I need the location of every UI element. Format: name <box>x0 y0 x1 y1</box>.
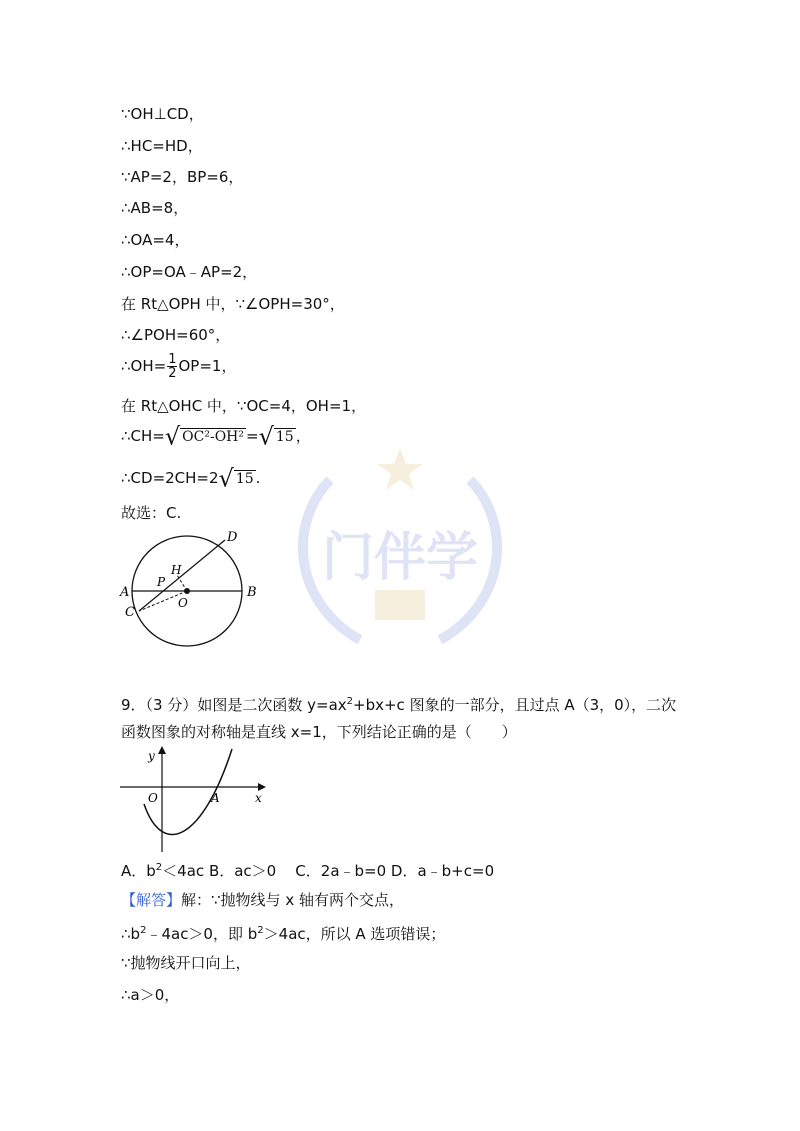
label-y: y <box>148 749 155 763</box>
fraction-denominator: 2 <box>168 366 177 381</box>
parabola-graph <box>118 744 268 854</box>
question-text-b: +bx+c 图象的一部分，且过点 A（3，0），二次 <box>353 696 677 714</box>
question-9-line-2: 函数图象的对称轴是直线 x=1，下列结论正确的是（ ） <box>121 723 517 741</box>
sqrt-icon: √ <box>258 422 274 451</box>
question-9-line-1 <box>121 692 676 715</box>
solution-line-8: ∴∠POH=60°， <box>121 326 231 344</box>
label-origin: O <box>148 791 158 805</box>
oh-formula-line <box>121 353 236 380</box>
solution-line-3: ∵AP=2，BP=6， <box>121 168 244 186</box>
sqrt-icon: √ <box>218 464 234 493</box>
y-axis-arrow-icon <box>158 746 166 754</box>
circle-diagram <box>115 525 275 655</box>
ohc-line: 在 Rt△OHC 中，∵OC=4，OH=1， <box>121 397 367 415</box>
ch-result: 15 <box>275 429 294 445</box>
answer-choice-line: 故选：C. <box>121 504 182 522</box>
solution-line-7: 在 Rt△OPH 中，∵∠OPH=30°， <box>121 295 345 313</box>
label-p: P <box>157 575 166 589</box>
cd-suffix: . <box>255 469 261 487</box>
label-point-a: A <box>211 791 220 805</box>
option-a[interactable]: A．$b^2<4ac$ <box>121 862 205 880</box>
watermark-star-icon <box>377 448 423 490</box>
option-b[interactable]: B．ac＞0 <box>208 862 277 880</box>
answer-text: 解：∵抛物线与 x 轴有两个交点， <box>181 891 404 909</box>
sqrt-cd <box>218 464 256 493</box>
ch-radicand: OC²-OH² <box>182 429 245 445</box>
oh-prefix: ∴OH= <box>121 357 167 375</box>
label-o: O <box>178 596 188 610</box>
sqrt-result <box>258 422 296 451</box>
answer-line-4: ∴a＞0， <box>121 986 180 1004</box>
watermark-logo <box>270 440 530 670</box>
answer-line-2: $\therefore b^2﹣4ac>0$，即 $b^2>4ac$，所以 A 选项错误； <box>121 925 446 943</box>
label-a: A <box>120 585 130 600</box>
solution-line-2: ∴HC=HD， <box>121 137 203 155</box>
question-sup: 2 <box>346 696 354 707</box>
ch-prefix: ∴CH= <box>121 427 165 445</box>
sqrt-icon: √ <box>164 422 181 451</box>
options-line <box>121 858 494 881</box>
cd-prefix: ∴CD=2CH=2 <box>121 469 219 487</box>
label-b: B <box>247 585 257 600</box>
ch-suffix: ， <box>295 427 311 445</box>
option-c[interactable]: C．2a﹣b=0 <box>295 862 387 880</box>
fraction-numerator: 1 <box>168 352 177 367</box>
ch-formula-line <box>121 422 311 451</box>
solution-line-4: ∴AB=8， <box>121 199 189 217</box>
center-point-o <box>184 588 190 594</box>
ch-mid: = <box>246 427 259 445</box>
question-text-a: 9．（3 分）如图是二次函数 y=ax <box>121 696 347 714</box>
answer-tag: 【解答】 <box>121 891 182 909</box>
option-d[interactable]: D．a﹣b+c=0 <box>390 862 495 880</box>
label-h: H <box>171 563 182 577</box>
solution-line-5: ∴OA=4， <box>121 231 190 249</box>
cd-formula-line <box>121 464 261 493</box>
label-c: C <box>125 605 135 620</box>
x-axis-arrow-icon <box>258 783 266 791</box>
cd-radicand: 15 <box>235 471 254 487</box>
fraction-half <box>167 353 177 380</box>
oh-suffix: OP=1， <box>178 357 237 375</box>
solution-line-1: ∵OH⊥CD， <box>121 105 204 123</box>
watermark-book-icon <box>375 590 425 620</box>
solution-line-6: ∴OP=OA﹣AP=2， <box>121 263 258 281</box>
watermark-text: 门伴学 <box>321 528 479 588</box>
answer-line-1 <box>121 890 404 910</box>
sqrt-expression <box>164 422 246 451</box>
answer-line-3: ∵抛物线开口向上， <box>121 954 251 972</box>
label-x: x <box>255 791 262 805</box>
label-d: D <box>227 530 238 545</box>
